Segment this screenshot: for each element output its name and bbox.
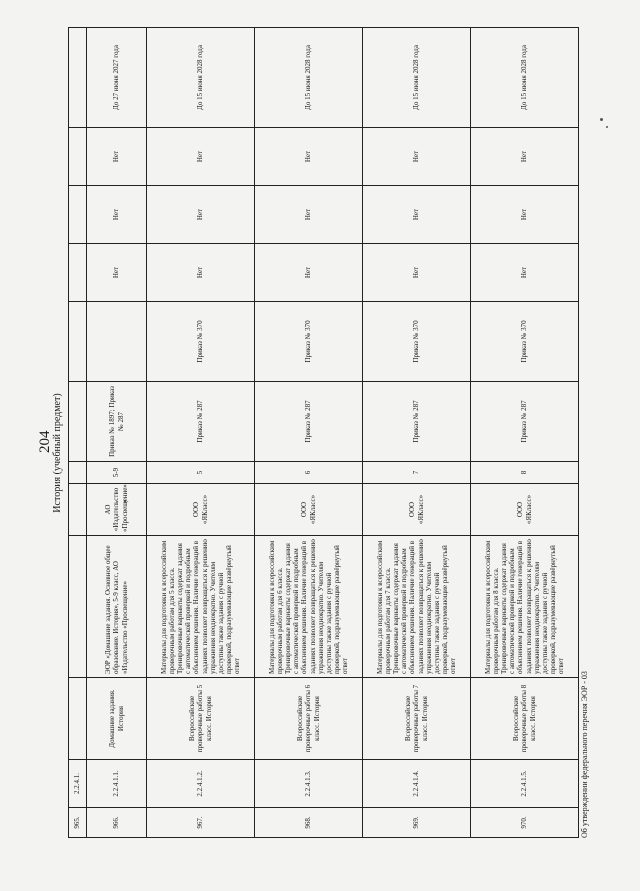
- order-reference-2: Приказ № 370: [147, 302, 255, 382]
- flag-2: Нет: [363, 186, 471, 244]
- publisher: [69, 484, 87, 536]
- scan-speck: [606, 126, 608, 128]
- grade: 7: [363, 462, 471, 484]
- scan-speck: [600, 118, 603, 121]
- resource-description: Материалы для подготовки к всероссийским проверочным работам для 8 класса. Тренировочные варианты содержат задания с автоматической проверкой и подробным объяснением решения. Наличие генераций в заданиях позволяет возвращаться к решению упражнения неоднократно. Учителям доступны также задания с ручной проверкой, подразумевающие развёрнутый ответ: [471, 536, 579, 678]
- flag-3: [69, 128, 87, 186]
- deadline: До 27 июня 2027 года: [87, 28, 147, 128]
- row-code: 2.2.4.1.3.: [255, 760, 363, 808]
- grade: 6: [255, 462, 363, 484]
- section-title: История (учебный предмет): [52, 393, 63, 513]
- resource-description: ЭОР «Домашние задания. Основное общее образование. История», 5-9 класс, АО «Издательство «Просвещение»: [87, 536, 147, 678]
- deadline: До 15 июня 2028 года: [147, 28, 255, 128]
- table-row: [363, 28, 471, 838]
- row-number: 967.: [147, 808, 255, 838]
- flag-1: Нет: [363, 244, 471, 302]
- order-reference: Приказ № 1897; Приказ № 287: [87, 382, 147, 462]
- flag-3: Нет: [87, 128, 147, 186]
- flag-3: Нет: [147, 128, 255, 186]
- deadline: [69, 28, 87, 128]
- flag-3: Нет: [255, 128, 363, 186]
- table-row: [69, 28, 87, 838]
- resource-title: Всероссийские проверочные работы 6 класс. История: [255, 678, 363, 760]
- publisher: ООО «ЯКласс»: [471, 484, 579, 536]
- resource-description: Материалы для подготовки к всероссийским проверочным работам для 6 класса. Тренировочные варианты содержат задания с автоматической проверкой и подробным объяснением решения. Наличие генераций в заданиях позволяет возвращаться к решению упражнения неоднократно. Учителям доступны также задания с ручной проверкой, подразумевающие развёрнутый ответ: [255, 536, 363, 678]
- footnote: Об утверждении федерального перечня ЭОР - 03: [580, 671, 589, 838]
- grade: 5-9: [87, 462, 147, 484]
- flag-3: Нет: [471, 128, 579, 186]
- resource-description: [69, 536, 87, 678]
- resource-title: Домашние задания. История: [87, 678, 147, 760]
- resource-description: Материалы для подготовки к всероссийским проверочным работам для 7 класса. Тренировочные варианты содержат задания с автоматической проверкой и подробным объяснением решения. Наличие генераций в заданиях позволяет возвращаться к решению упражнения неоднократно. Учителям доступны также задания с ручной проверкой, подразумевающие развёрнутый ответ: [363, 536, 471, 678]
- row-code: 2.2.4.1.4.: [363, 760, 471, 808]
- grade: 5: [147, 462, 255, 484]
- row-number: 969.: [363, 808, 471, 838]
- document-table: [68, 27, 579, 838]
- grade: [69, 462, 87, 484]
- flag-2: Нет: [87, 186, 147, 244]
- resource-title: Всероссийские проверочные работы 7 класс. История: [363, 678, 471, 760]
- table-row: [147, 28, 255, 838]
- row-number: 970.: [471, 808, 579, 838]
- flag-2: Нет: [147, 186, 255, 244]
- row-code: 2.2.4.1.: [69, 760, 87, 808]
- flag-1: Нет: [147, 244, 255, 302]
- order-reference-2: Приказ № 370: [471, 302, 579, 382]
- row-code: 2.2.4.1.5.: [471, 760, 579, 808]
- deadline: До 15 июня 2028 года: [255, 28, 363, 128]
- flag-1: Нет: [471, 244, 579, 302]
- flag-2: [69, 186, 87, 244]
- row-number: 965.: [69, 808, 87, 838]
- flag-1: [69, 244, 87, 302]
- table-row: [471, 28, 579, 838]
- order-reference: Приказ № 287: [471, 382, 579, 462]
- flag-2: Нет: [471, 186, 579, 244]
- order-reference: Приказ № 287: [363, 382, 471, 462]
- table-row: [87, 28, 147, 838]
- grade: 8: [471, 462, 579, 484]
- row-code: 2.2.4.1.1.: [87, 760, 147, 808]
- order-reference-2: Приказ № 370: [255, 302, 363, 382]
- flag-1: Нет: [87, 244, 147, 302]
- order-reference: Приказ № 287: [255, 382, 363, 462]
- rotated-document-table: [50, 45, 600, 838]
- order-reference: Приказ № 287: [147, 382, 255, 462]
- row-number: 966.: [87, 808, 147, 838]
- resource-title: Всероссийские проверочные работы 8 класс. История: [471, 678, 579, 760]
- resource-title: [69, 678, 87, 760]
- flag-3: Нет: [363, 128, 471, 186]
- flag-1: Нет: [255, 244, 363, 302]
- row-code: 2.2.4.1.2.: [147, 760, 255, 808]
- order-reference-2: [69, 302, 87, 382]
- resource-description: Материалы для подготовки к всероссийским проверочным работам для 5 класса. Тренировочные варианты содержат задания с автоматической проверкой и подробным объяснением решения. Наличие генераций в заданиях позволяет возвращаться к решению упражнения неоднократно. Учителям доступны также задания с ручной проверкой, подразумевающие развёрнутый ответ: [147, 536, 255, 678]
- deadline: До 15 июня 2028 года: [471, 28, 579, 128]
- publisher: ООО «ЯКласс»: [255, 484, 363, 536]
- page-number: 204: [37, 430, 53, 453]
- publisher: ООО «ЯКласс»: [147, 484, 255, 536]
- order-reference-2: [87, 302, 147, 382]
- order-reference: [69, 382, 87, 462]
- resource-title: Всероссийские проверочные работы 5 класс. История: [147, 678, 255, 760]
- publisher: АО «Издательство «Просвещение»: [87, 484, 147, 536]
- table-row: [255, 28, 363, 838]
- publisher: ООО «ЯКласс»: [363, 484, 471, 536]
- deadline: До 15 июня 2028 года: [363, 28, 471, 128]
- flag-2: Нет: [255, 186, 363, 244]
- row-number: 968.: [255, 808, 363, 838]
- order-reference-2: Приказ № 370: [363, 302, 471, 382]
